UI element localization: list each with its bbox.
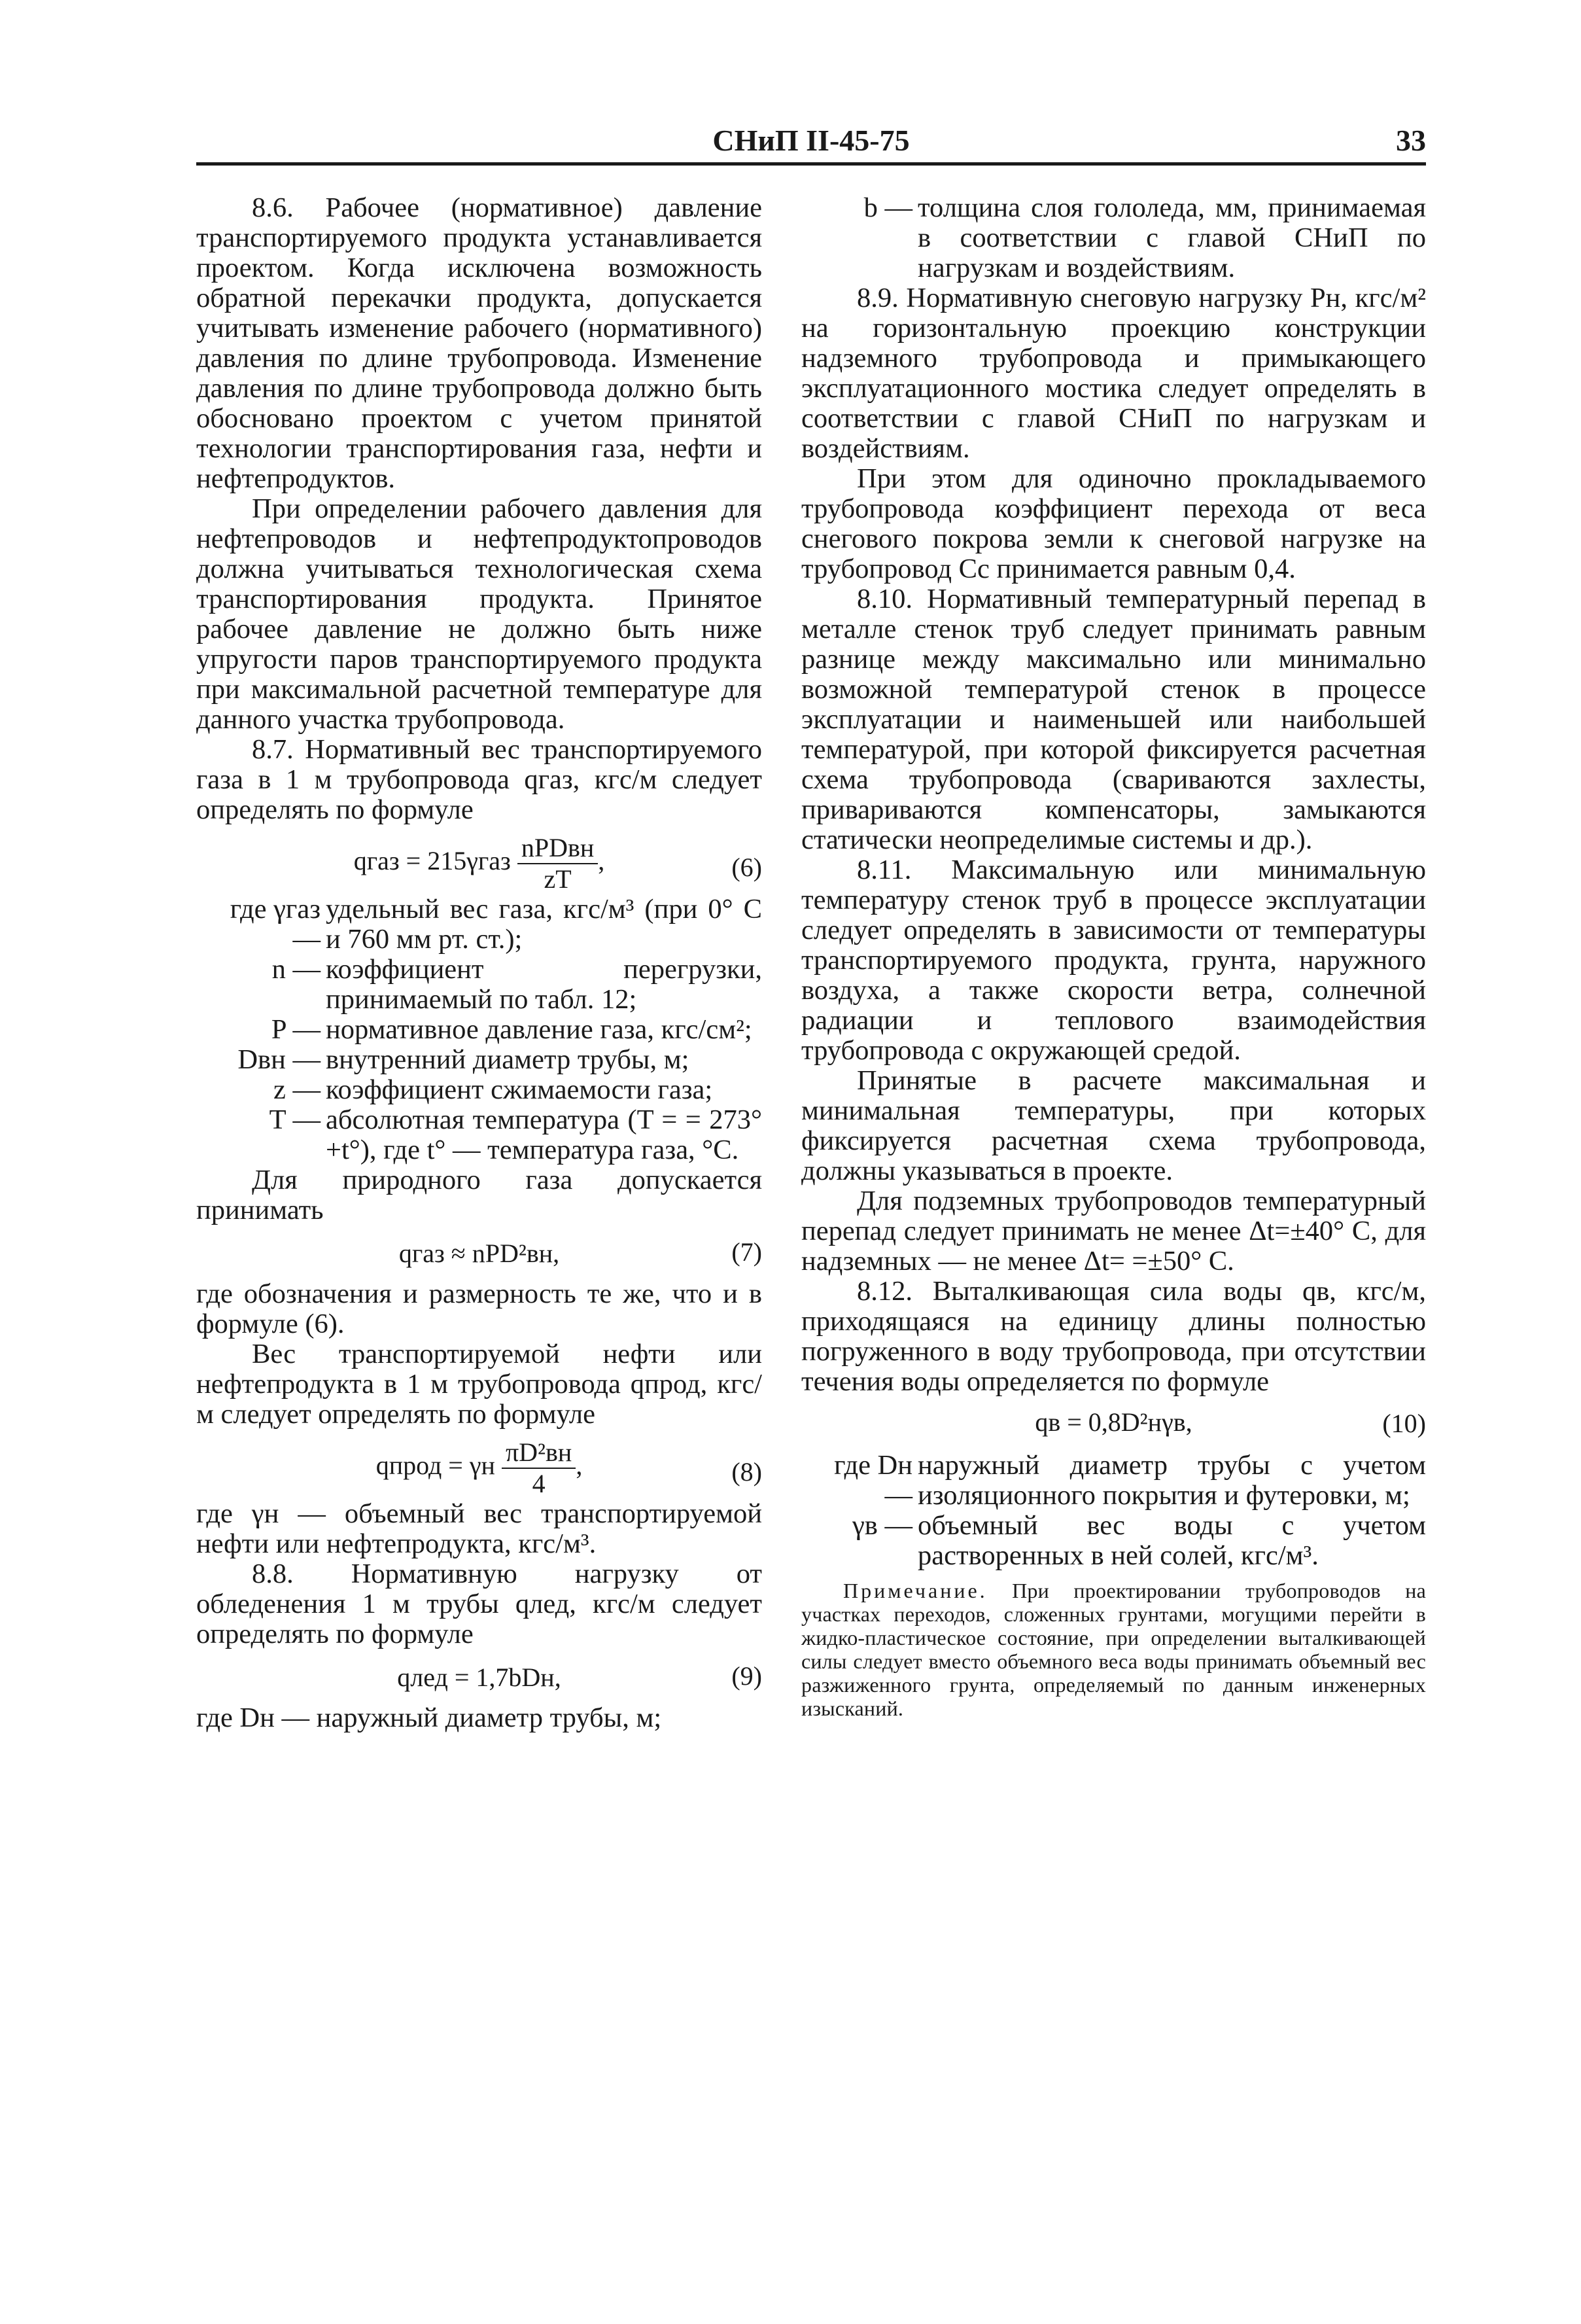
note: [801, 1579, 1426, 1720]
formula-6-numerator: nPDвн: [517, 833, 598, 864]
formula-9-expression: qлед = 1,7bDн,: [397, 1663, 561, 1692]
formula-6-tail: ,: [598, 846, 605, 876]
definition-symbol: Dвн —: [237, 1044, 321, 1075]
clause-8-8: 8.8. Нормативную нагрузку от обледенения 1 м трубы qлед, кгс/м следует определять по формуле: [196, 1558, 762, 1649]
definition-row: [801, 1451, 1426, 1511]
definition-text: коэффициент перегрузки, принимаемый по табл. 12;: [326, 954, 762, 1015]
natural-gas-paragraph: Для природного газа допускается принимать: [196, 1165, 762, 1225]
formula-10-number: (10): [1382, 1409, 1426, 1438]
formula-6-lhs: qгаз = 215γгаз: [353, 846, 511, 876]
definition-row: [196, 1045, 762, 1075]
formula-9-note: где Dн — наружный диаметр трубы, м;: [196, 1702, 662, 1733]
definition-symbol: P —: [271, 1014, 321, 1045]
formula-6-number: (6): [731, 853, 762, 882]
clause-8-11-paragraph-3: Для подземных трубопроводов температурный перепад следует принимать не менее Δt=±40° С, для надземных — не менее Δt= =±50° С.: [801, 1186, 1426, 1276]
definition-symbol: b —: [863, 192, 912, 223]
formula-8-tail: ,: [576, 1451, 583, 1481]
formula-8-lhs: qпрод = γн: [375, 1451, 495, 1481]
formula-7-note: где обозначения и размерность те же, что и в формуле (6).: [196, 1278, 762, 1339]
definition-row: [196, 1015, 762, 1045]
definition-symbol: n —: [271, 954, 321, 985]
formula-7: [196, 1229, 762, 1276]
definition-text: абсолютная температура (T = = 273°+t°), где t° — температура газа, °С.: [326, 1104, 762, 1165]
formula-10-expression: qв = 0,8D²нγв,: [1035, 1407, 1192, 1437]
clause-8-9-paragraph-2: При этом для одиночно прокладываемого трубопровода коэффициент перехода от веса снегового покрова земли к снеговой нагрузке на трубопровод Cс принимается равным 0,4.: [801, 463, 1426, 584]
definition-text: внутренний диаметр трубы, м;: [326, 1044, 689, 1075]
definition-row: [801, 193, 1426, 283]
definition-row: [801, 1511, 1426, 1571]
definition-symbol: T —: [269, 1104, 321, 1135]
formula-8-note: где γн — объемный вес транспортируемой нефти или нефтепродукта, кгс/м³.: [196, 1498, 762, 1559]
clause-8-10: 8.10. Нормативный температурный перепад в металле стенок труб следует принимать равным разнице между максимально или минимально возможной температурой стенок в процессе эксплуатации и наименьшей или наибольшей температурой, при которой фиксируется расчетная схема трубопровода (свариваются захлесты, привариваются компенсаторы, замыкаются статически неопределимые системы и др.).: [801, 584, 1426, 855]
formula-7-expression: qгаз ≈ nPD²вн,: [398, 1239, 560, 1268]
note-text: При проектировании трубопроводов на участках переходов, сложенных грунтами, могущими перейти в жидко-пластическое состояние, при определении выталкивающей силы следует вместо объемного веса воды принимать объемный вес разжиженного грунта, определяемый по данным инженерных изысканий.: [801, 1579, 1427, 1720]
formula-8-fraction: [502, 1437, 576, 1499]
definition-text: толщина слоя гололеда, мм, принимаемая в соответствии с главой СНиП по нагрузкам и воздействиям.: [918, 192, 1426, 283]
left-column: [196, 193, 762, 1733]
clause-8-9: 8.9. Нормативную снеговую нагрузку Pн, кгс/м² на горизонтальную проекцию конструкции надземного трубопровода и примыкающего эксплуатационного мостика следует определять в соответствии с главой СНиП по нагрузкам и воздействиям.: [801, 283, 1426, 464]
definition-text: коэффициент сжимаемости газа;: [326, 1074, 713, 1105]
clause-8-6: 8.6. Рабочее (нормативное) давление транспортируемого продукта устанавливается проектом. Когда исключена возможность обратной перекачки продукта, допускается учитывать изменение рабочего (нормативного) давления по длине трубопровода. Изменение давления по длине трубопровода должно быть обосновано проектом с учетом принятой технологии транспортирования газа, нефти и нефтепродуктов.: [196, 192, 762, 494]
formula-8-denominator: 4: [532, 1469, 546, 1498]
definition-symbol: где Dн —: [834, 1450, 912, 1511]
definition-text: нормативное давление газа, кгс/см²;: [326, 1014, 752, 1045]
formula-6-denominator: zT: [544, 864, 572, 894]
definition-symbol: z —: [273, 1074, 321, 1105]
page-number: 33: [1396, 124, 1426, 157]
clause-8-11-paragraph-2: Принятые в расчете максимальная и минимальная температуры, при которых фиксируется расчетная схема трубопровода, должны указываться в проекте.: [801, 1065, 1426, 1186]
clause-8-6-paragraph-2: При определении рабочего давления для нефтепроводов и нефтепродуктопроводов должна учитываться технологическая схема транспортирования продукта. Принятое рабочее давление не должно быть ниже упругости паров транспортируемого продукта при максимальной расчетной температуре для данного участка трубопровода.: [196, 493, 762, 735]
note-label: Примечание.: [843, 1579, 988, 1602]
definition-symbol: γв —: [852, 1510, 912, 1541]
formula-6-definitions: [196, 894, 762, 1165]
formula-7-number: (7): [731, 1237, 762, 1267]
formula-6-fraction: [517, 833, 598, 894]
clause-8-11: 8.11. Максимальную или минимальную температуру стенок труб в процессе эксплуатации следует определять в зависимости от температуры транспортируемого продукта, грунта, наружного воздуха, а также скорости ветра, солнечной радиации и теплового взаимодействия трубопровода с окружающей средой.: [801, 854, 1426, 1066]
formula-8-number: (8): [731, 1457, 762, 1487]
definition-symbol: где γгаз —: [230, 894, 321, 955]
formula-9: [196, 1653, 762, 1700]
definition-row: [196, 1075, 762, 1105]
formula-8: [196, 1434, 762, 1496]
document-code: СНиП II-45-75: [712, 124, 910, 157]
definition-text: наружный диаметр трубы с учетом изоляционного покрытия и футеровки, м;: [918, 1450, 1426, 1511]
formula-10-definitions: [801, 1451, 1426, 1571]
formula-9-number: (9): [731, 1661, 762, 1691]
definition-row: [196, 894, 762, 955]
definition-row: [196, 955, 762, 1015]
header-rule: [196, 162, 1426, 166]
definition-row: [196, 1105, 762, 1165]
definition-text: удельный вес газа, кгс/м³ (при 0° С и 760 мм рт. ст.);: [326, 894, 762, 955]
clause-8-12: 8.12. Выталкивающая сила воды qв, кгс/м, приходящаяся на единицу длины полностью погруженного в воду трубопровода, при отсутствии течения воды определяется по формуле: [801, 1276, 1426, 1397]
definition-text: объемный вес воды с учетом растворенных в ней солей, кгс/м³.: [918, 1510, 1426, 1571]
oil-weight-paragraph: Вес транспортируемой нефти или нефтепродукта в 1 м трубопровода qпрод, кгс/м следует определять по формуле: [196, 1339, 762, 1430]
formula-10: [801, 1401, 1426, 1448]
formula-8-numerator: πD²вн: [502, 1437, 576, 1469]
right-column: [801, 193, 1426, 1720]
formula-6: [196, 829, 762, 892]
clause-8-7: 8.7. Нормативный вес транспортируемого газа в 1 м трубопровода qгаз, кгс/м следует определять по формуле: [196, 734, 762, 825]
page-header: [196, 119, 1426, 171]
